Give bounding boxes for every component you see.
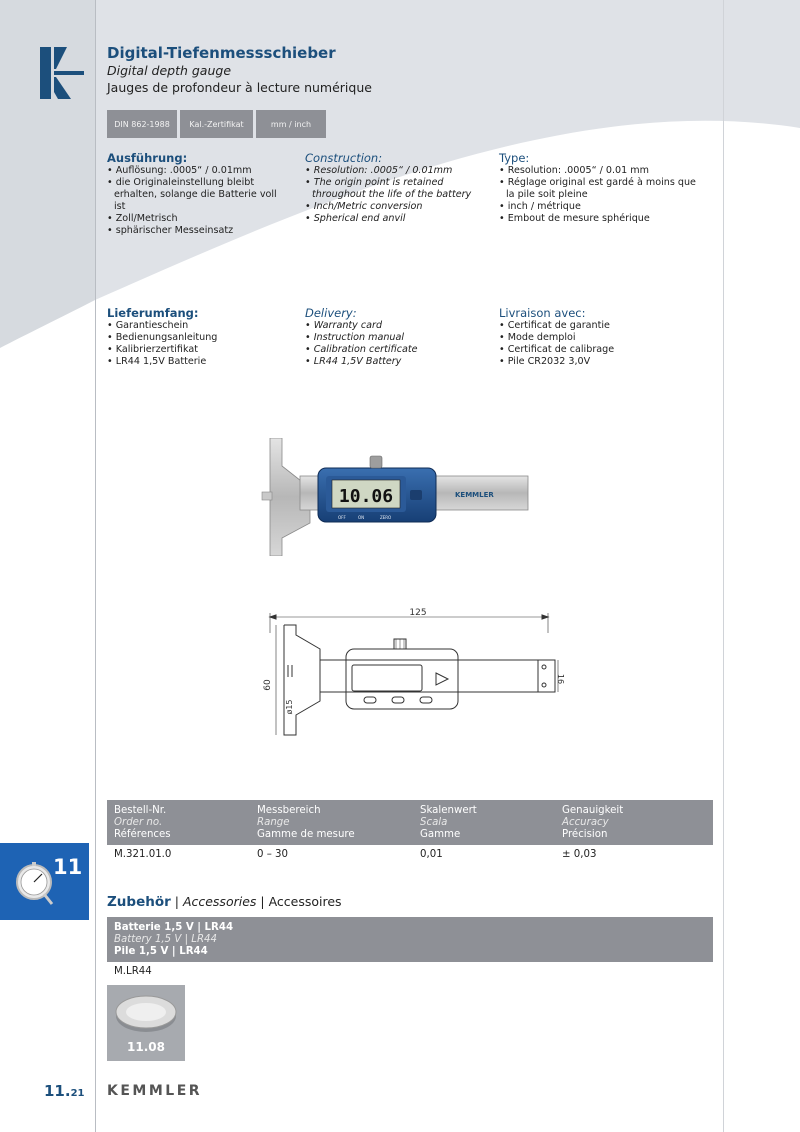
list-item: • Spherical end anvil — [305, 213, 485, 225]
list-item: • Mode demploi — [499, 332, 699, 344]
badge-units: mm / inch — [256, 110, 326, 138]
list-item: • Garantieschein — [107, 320, 287, 332]
col-label-fr: Gamme — [420, 829, 461, 840]
list-item: • Inch/Metric conversion — [305, 201, 485, 213]
photo-button-on: ON — [358, 515, 365, 520]
list-item: • Resolution: .0005“ / 0.01 mm — [499, 165, 699, 177]
list-item: • Embout de mesure sphérique — [499, 213, 699, 225]
cell-range: 0 – 30 — [257, 849, 289, 860]
features-list-en — [305, 165, 485, 225]
col-label-de: Bestell-Nr. — [114, 805, 167, 816]
col-label-de: Skalenwert — [420, 805, 477, 816]
col-label-fr: Références — [114, 829, 171, 840]
accessories-title-en: Accessories — [182, 894, 257, 909]
accessories-title-fr: Accessoires — [268, 894, 342, 909]
features-heading-en: Construction: — [305, 151, 383, 165]
photo-button-zero: ZERO — [380, 515, 392, 520]
col-label-fr: Précision — [562, 829, 608, 840]
col-label-en: Order no. — [114, 817, 163, 828]
dim-width: 16 — [556, 673, 565, 685]
cell-scale: 0,01 — [420, 849, 443, 860]
photo-beam-brand: KEMMLER — [455, 491, 494, 499]
product-photo — [260, 438, 540, 556]
kemmler-logo — [40, 47, 84, 99]
list-item: • Kalibrierzertifikat — [107, 344, 287, 356]
left-margin-line — [95, 0, 96, 1132]
list-item: • Instruction manual — [305, 332, 485, 344]
dim-height: 60 — [263, 679, 273, 691]
delivery-heading-en: Delivery: — [305, 306, 357, 320]
delivery-list-de — [107, 320, 287, 368]
col-label-en: Range — [257, 817, 290, 828]
delivery-list-fr — [499, 320, 699, 368]
list-item: • Certificat de calibrage — [499, 344, 699, 356]
list-item: • LR44 1,5V Battery — [305, 356, 485, 368]
photo-display-reading: 10.06 — [338, 486, 394, 507]
dial-gauge-icon — [14, 860, 56, 906]
badge-din: DIN 862-1988 — [107, 110, 177, 138]
list-item: • Certificat de garantie — [499, 320, 699, 332]
list-item: • Bedienungsanleitung — [107, 332, 287, 344]
chapter-number: 11 — [53, 855, 83, 879]
photo-button-off: OFF — [338, 515, 346, 520]
col-range — [257, 805, 355, 841]
list-item: • The origin point is retained throughout the life of the battery — [305, 177, 485, 201]
battery-icon — [114, 990, 178, 1034]
list-item: • inch / métrique — [499, 201, 699, 213]
accessory-label-en: Battery 1,5 V | LR44 — [114, 934, 217, 945]
accessory-item — [114, 922, 233, 958]
col-label-fr: Gamme de mesure — [257, 829, 355, 840]
page-number — [44, 1082, 85, 1100]
footer-brand: KEMMLER — [107, 1083, 203, 1099]
dim-diameter: ø15 — [285, 699, 294, 715]
delivery-heading-de: Lieferumfang: — [107, 306, 199, 320]
accessories-title-de: Zubehör — [107, 894, 171, 910]
cell-order-no: M.321.01.0 — [114, 849, 172, 860]
list-item: • Calibration certificate — [305, 344, 485, 356]
cell-accuracy: ± 0,03 — [562, 849, 597, 860]
col-order-no — [114, 805, 171, 841]
title-german: Digital-Tiefenmessschieber — [107, 44, 336, 62]
list-item: • Réglage original est gardé à moins que la pile soit pleine — [499, 177, 699, 201]
badge-calibration: Kal.-Zertifikat — [180, 110, 253, 138]
dim-length: 125 — [409, 608, 427, 618]
col-label-de: Messbereich — [257, 805, 321, 816]
right-margin-line — [723, 0, 724, 1132]
list-item: • LR44 1,5V Batterie — [107, 356, 287, 368]
col-accuracy — [562, 805, 623, 841]
list-item: • Resolution: .0005“ / 0.01mm — [305, 165, 485, 177]
accessory-label-de: Batterie 1,5 V | LR44 — [114, 922, 234, 933]
features-list-fr — [499, 165, 699, 225]
list-item: • sphärischer Messeinsatz — [107, 225, 287, 237]
list-item: • Pile CR2032 3,0V — [499, 356, 699, 368]
col-label-en: Scala — [420, 817, 448, 828]
delivery-heading-fr: Livraison avec: — [499, 306, 586, 320]
features-heading-fr: Type: — [499, 151, 530, 165]
col-scale — [420, 805, 477, 841]
col-label-de: Genauigkeit — [562, 805, 624, 816]
list-item: • Warranty card — [305, 320, 485, 332]
accessory-order-no: M.LR44 — [114, 966, 152, 977]
title-english: Digital depth gauge — [107, 63, 232, 78]
accessories-title: Zubehör | Accessories | Accessoires — [107, 894, 342, 910]
page-number-sub: 21 — [70, 1088, 85, 1099]
accessory-page-ref[interactable]: 11.08 — [127, 1040, 165, 1054]
features-list-de — [107, 165, 287, 237]
features-heading-de: Ausführung: — [107, 151, 188, 165]
list-item: • Zoll/Metrisch — [107, 213, 287, 225]
col-label-en: Accuracy — [562, 817, 609, 828]
page-number-main: 11. — [44, 1082, 71, 1100]
title-french: Jauges de profondeur à lecture numérique — [107, 80, 372, 95]
accessory-label-fr: Pile 1,5 V | LR44 — [114, 946, 208, 957]
technical-drawing — [258, 605, 568, 740]
list-item: • die Originaleinstellung bleibt erhalten, solange die Batterie voll ist — [107, 177, 287, 213]
delivery-list-en — [305, 320, 485, 368]
list-item: • Auflösung: .0005“ / 0.01mm — [107, 165, 287, 177]
